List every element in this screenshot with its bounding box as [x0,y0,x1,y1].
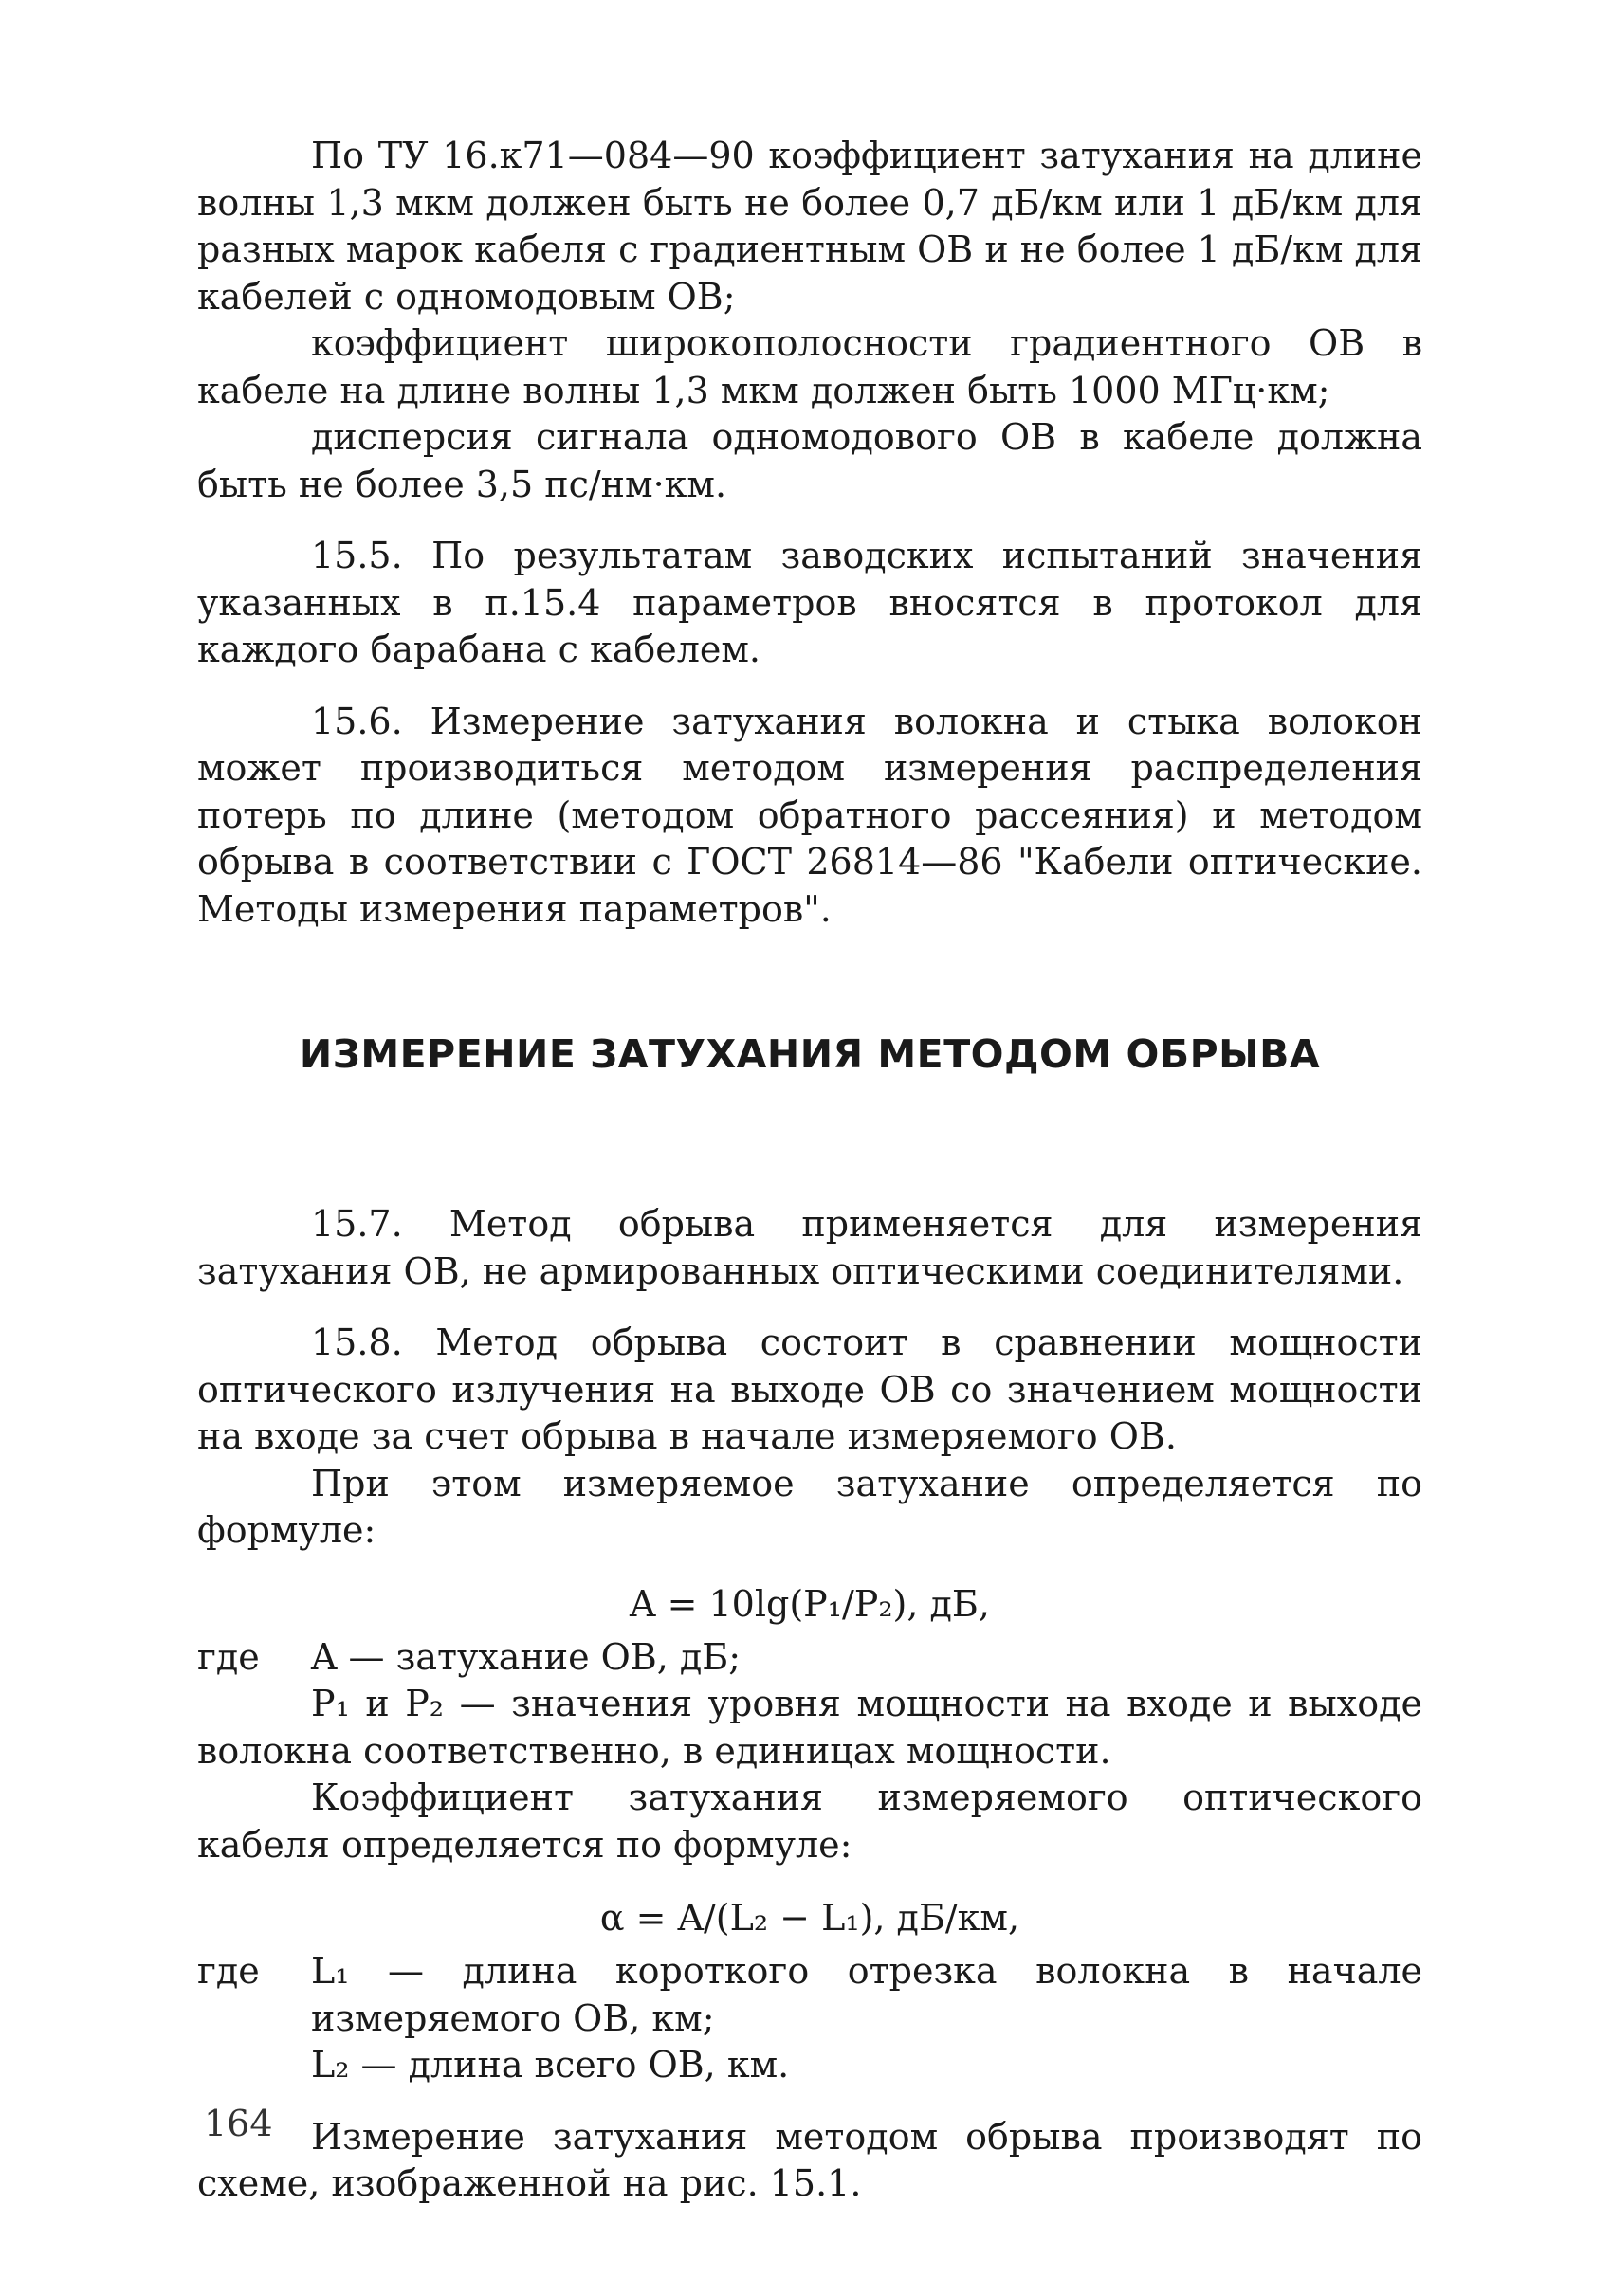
paragraph-p1-p2: P₁ и P₂ — значения уровня мощности на входе и выходе волокна соответственно, в единицах мощности. [197,1683,1422,1772]
where-text: A — затухание ОВ, дБ; [311,1635,742,1678]
formula-coefficient: α = A/(L₂ − L₁), дБ/км, [599,1897,1020,1939]
where-label: где [197,1950,260,1992]
paragraph-formula-intro: При этом измеряемое затухание определяется по формуле: [197,1462,1422,1551]
where-text: L₁ — длина короткого отрезка волокна в начале измеряемого ОВ, км; [311,1950,1422,2039]
paragraph-bandwidth: коэффициент широкополосности градиентного ОВ в кабеле на длине волны 1,3 мкм должен быть 1000 МГц·км; [197,322,1422,411]
where-block-2 [197,1948,1422,2042]
paragraph-15-7: 15.7. Метод обрыва применяется для измерения затухания ОВ, не армированных оптическими соединителями. [197,1203,1422,1292]
page-body [197,133,1422,2208]
paragraph-l2: L₂ — длина всего ОВ, км. [311,2044,790,2086]
formula-attenuation: A = 10lg(P₁/P₂), дБ, [630,1582,990,1625]
page-number: 164 [204,2103,273,2144]
where-label: где [197,1635,260,1678]
paragraph-15-8: 15.8. Метод обрыва состоит в сравнении мощности оптического излучения на выходе ОВ со значением мощности на входе за счет обрыва в начале измеряемого ОВ. [197,1321,1422,1457]
paragraph-tu-spec: По ТУ 16.к71—084—90 коэффициент затухания на длине волны 1,3 мкм должен быть не более 0,7 дБ/км или 1 дБ/км для разных марок кабеля с градиентным ОВ и не более 1 дБ/км для кабелей с одномодовым ОВ; [197,135,1422,318]
paragraph-15-5: 15.5. По результатам заводских испытаний значения указанных в п.15.4 параметров вносятся в протокол для каждого барабана с кабелем. [197,535,1422,670]
paragraph-scheme-ref: Измерение затухания методом обрыва производят по схеме, изображенной на рис. 15.1. [197,2115,1422,2204]
paragraph-dispersion: дисперсия сигнала одномодового ОВ в кабеле должна быть не более 3,5 пс/нм·км. [197,416,1422,505]
paragraph-15-6: 15.6. Измерение затухания волокна и стыка волокон может производиться методом измерения распределения потерь по длине (методом обратного рассеяния) и методом обрыва в соответствии с ГОСТ 26814—86 "Кабели оптические. Методы измерения параметров". [197,700,1422,930]
where-block-1 [197,1634,1422,1682]
paragraph-coefficient: Коэффициент затухания измеряемого оптического кабеля определяется по формуле: [197,1777,1422,1866]
section-heading: ИЗМЕРЕНИЕ ЗАТУХАНИЯ МЕТОДОМ ОБРЫВА [299,1031,1321,1077]
